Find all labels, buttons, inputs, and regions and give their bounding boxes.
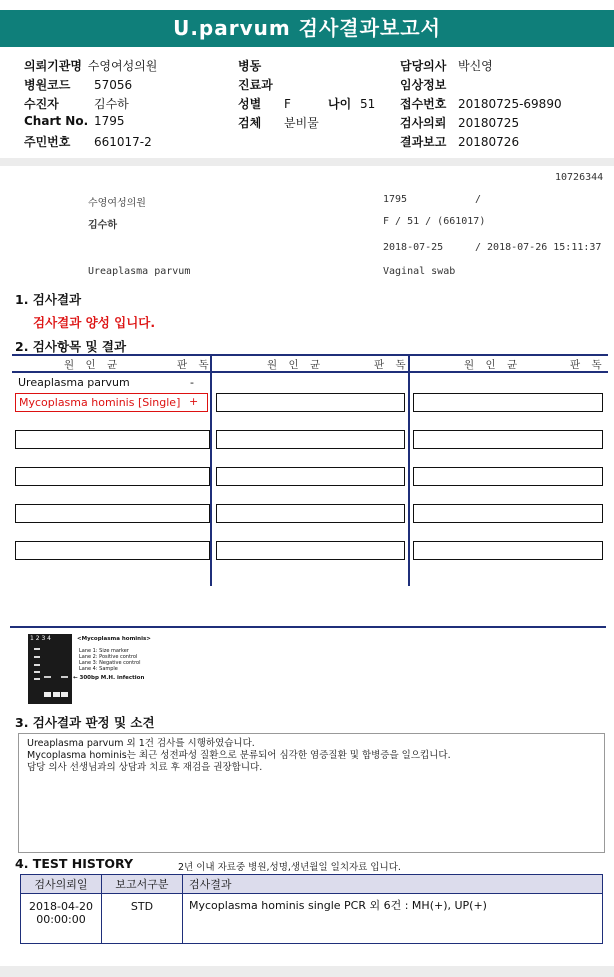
meta-specimen: Vaginal swab [383,266,456,277]
empty-cell [413,393,603,412]
section2-heading: 2. 검사항목 및 결과 [15,339,127,354]
label-request-date: 검사의뢰 [400,116,447,130]
value-sex: F [284,97,291,111]
gel-legend [79,648,141,672]
gel-title: <Mycoplasma hominis> [77,636,151,642]
history-date: 2018-04-20 [29,900,93,913]
empty-cell [216,430,405,449]
empty-cell [15,467,210,486]
history-col-result: 검사결과 [183,875,603,894]
col-header-judge-2: 판 독 [374,359,410,371]
value-age: 51 [360,97,376,111]
col-header-organism-2: 원 인 균 [267,359,325,371]
meta-slash: / [475,194,482,205]
col-header-organism-1: 원 인 균 [64,359,122,371]
interpretation-line-2: Mycoplasma hominis는 최근 성전파성 질환으로 분류되어 심각한 염증질환 및 합병증을 일으킵니다. [27,750,451,761]
interpretation-box [18,733,605,853]
footer-strip [0,966,614,977]
empty-cell [216,504,405,523]
label-clinical-info: 임상정보 [400,78,447,92]
label-receipt-no: 접수번호 [400,97,447,111]
label-doctor: 담당의사 [400,59,447,73]
empty-cell [413,430,603,449]
separator [0,158,614,166]
header-col1 [24,57,224,152]
results-table [12,354,608,586]
label-institution: 의뢰기관명 [24,59,82,73]
gel-panel-border [10,626,606,628]
label-patient: 수진자 [24,97,59,111]
col-header-judge-3: 판 독 [570,359,606,371]
row1-organism: Ureaplasma parvum [18,376,130,389]
empty-cell [216,393,405,412]
empty-cell [413,504,603,523]
empty-cell [15,430,210,449]
history-type: STD [102,894,183,944]
meta-date-start: 2018-07-25 [383,242,444,253]
row1-result: - [190,376,194,389]
col-header-organism-3: 원 인 균 [464,359,522,371]
gel-legend-lane4: Lane 4: Sample [79,666,118,672]
history-note: 2년 이내 자료중 병원,성명,생년월일 일치자료 입니다. [178,862,401,873]
label-hospital-code: 병원코드 [24,78,71,92]
section4-heading: 4. TEST HISTORY [15,856,134,871]
label-ward: 병동 [238,59,262,73]
report-title: U.parvum 검사결과보고서 [0,10,614,47]
value-specimen: 분비물 [284,116,319,130]
gel-band-label: ← 300bp M.H. infection [73,675,145,681]
history-time: 00:00:00 [36,913,86,926]
header-age [328,95,375,112]
empty-cell [413,467,603,486]
label-sex: 성별 [238,97,262,111]
gel-lane-numbers: 1 2 3 4 [30,635,51,642]
history-table [20,874,603,944]
history-result: Mycoplasma hominis single PCR 외 6건 : MH(+), UP(+) [183,894,603,944]
meta-date-end: / 2018-07-26 15:11:37 [475,242,602,253]
history-date-cell [21,894,102,944]
report-code: 10726344 [555,172,604,183]
value-resident-no: 661017-2 [94,135,152,149]
section1-heading: 1. 검사결과 [15,292,82,307]
empty-cell [15,504,210,523]
label-chart-no: Chart No. [24,114,89,128]
empty-cell [216,541,405,560]
label-report-date: 결과보고 [400,135,447,149]
gel-legend-lane1: Lane 1: Size marker [79,648,129,654]
meta-sex-age: F / 51 / (661017) [383,216,486,227]
col-header-judge-1: 판 독 [177,359,213,371]
label-department: 진료과 [238,78,273,92]
empty-cell [413,541,603,560]
section3-heading: 3. 검사결과 판정 및 소견 [15,715,155,730]
value-institution: 수영여성의원 [87,59,158,73]
value-patient: 김수하 [94,97,129,111]
value-doctor: 박신영 [458,59,493,73]
meta-chart: 1795 [383,194,408,205]
value-request-date: 20180725 [458,116,520,130]
meta-patient: 김수하 [88,220,117,231]
empty-cell [15,541,210,560]
history-col-date: 검사의뢰일 [21,875,102,894]
meta-clinic: 수영여성의원 [88,198,146,209]
gel-image [28,634,72,704]
value-chart-no: 1795 [94,114,125,128]
empty-cell [216,467,405,486]
gel-legend-lane3: Lane 3: Negative control [79,660,141,666]
row2-organism: Mycoplasma hominis [Single] [19,396,181,409]
label-specimen: 검체 [238,116,262,130]
gel-legend-lane2: Lane 2: Positive control [79,654,138,660]
header-col3 [400,57,610,152]
label-resident-no: 주민번호 [24,135,71,149]
result-summary: 검사결과 양성 입니다. [33,315,156,330]
meta-organism: Ureaplasma parvum [88,266,191,277]
table-row [21,894,603,944]
value-report-date: 20180726 [458,135,520,149]
value-hospital-code: 57056 [94,78,133,92]
label-age: 나이 [328,97,352,111]
value-receipt-no: 20180725-69890 [458,97,562,111]
row2-result: + [189,395,199,408]
interpretation-line-3: 담당 의사 선생님과의 상담과 치료 후 재검을 권장합니다. [27,762,263,773]
history-col-type: 보고서구분 [102,875,183,894]
interpretation-line-1: Ureaplasma parvum 외 1건 검사를 시행하였습니다. [27,738,255,749]
